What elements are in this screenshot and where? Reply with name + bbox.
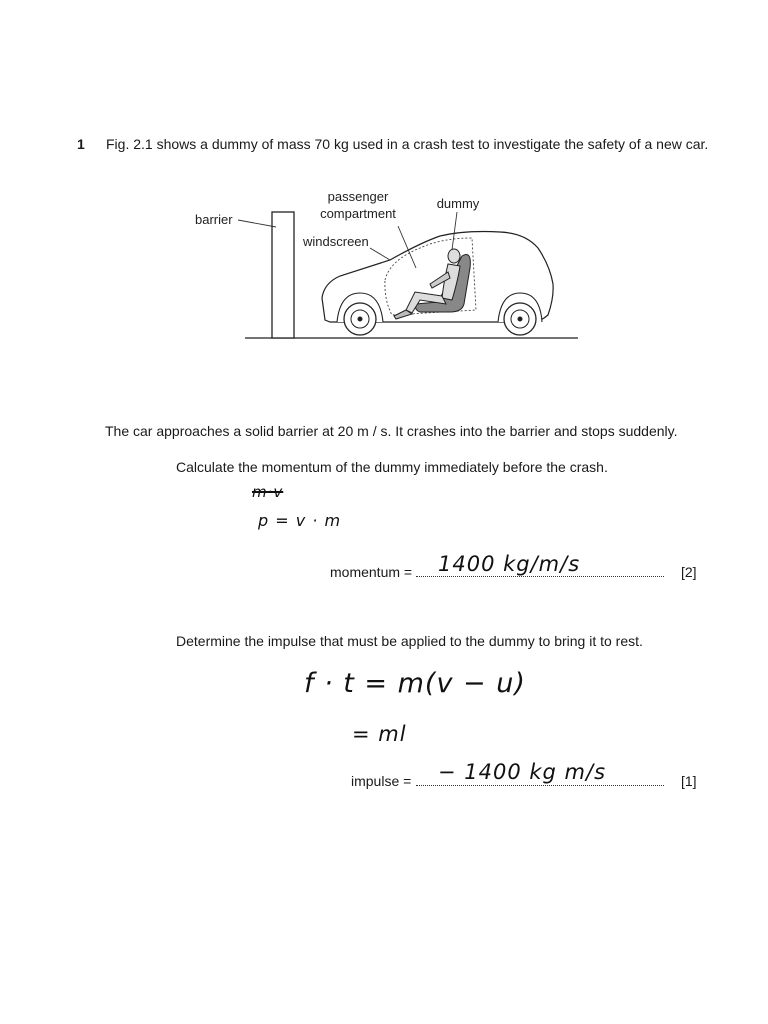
momentum-marks: [2]: [681, 564, 697, 580]
barrier-label: barrier: [195, 212, 233, 227]
crash-test-figure: [180, 180, 600, 350]
impulse-formula: f · t = m(v − u): [304, 668, 526, 699]
rear-wheel: [504, 303, 536, 335]
momentum-answer-line[interactable]: [416, 576, 664, 577]
impulse-answer-line[interactable]: [416, 785, 664, 786]
dummy-label: dummy: [436, 196, 480, 211]
crossed-out-working: m·v: [252, 483, 284, 501]
question-number: 1: [77, 136, 85, 152]
momentum-label: momentum =: [330, 564, 413, 580]
impulse-marks: [1]: [681, 773, 697, 789]
impulse-answer: − 1400 kg m/s: [438, 760, 607, 784]
passenger-label-line1: passenger: [327, 189, 389, 204]
impulse-working: = ml: [352, 722, 407, 746]
part-b-question: Determine the impulse that must be applied to the dummy to bring it to rest.: [176, 633, 643, 649]
windscreen-label: windscreen: [303, 234, 369, 249]
momentum-formula: p = v · m: [258, 511, 342, 530]
impulse-label: impulse =: [351, 773, 412, 789]
momentum-answer: 1400 kg/m/s: [438, 552, 581, 576]
part-a-question: Calculate the momentum of the dummy immediately before the crash.: [176, 459, 608, 475]
barrier-block: [272, 212, 294, 338]
scenario-text: The car approaches a solid barrier at 20 m / s. It crashes into the barrier and stops suddenly.: [105, 423, 678, 439]
front-wheel: [344, 303, 376, 335]
passenger-label-line2: compartment: [320, 206, 396, 221]
question-intro: Fig. 2.1 shows a dummy of mass 70 kg used in a crash test to investigate the safety of a new car.: [106, 136, 709, 152]
